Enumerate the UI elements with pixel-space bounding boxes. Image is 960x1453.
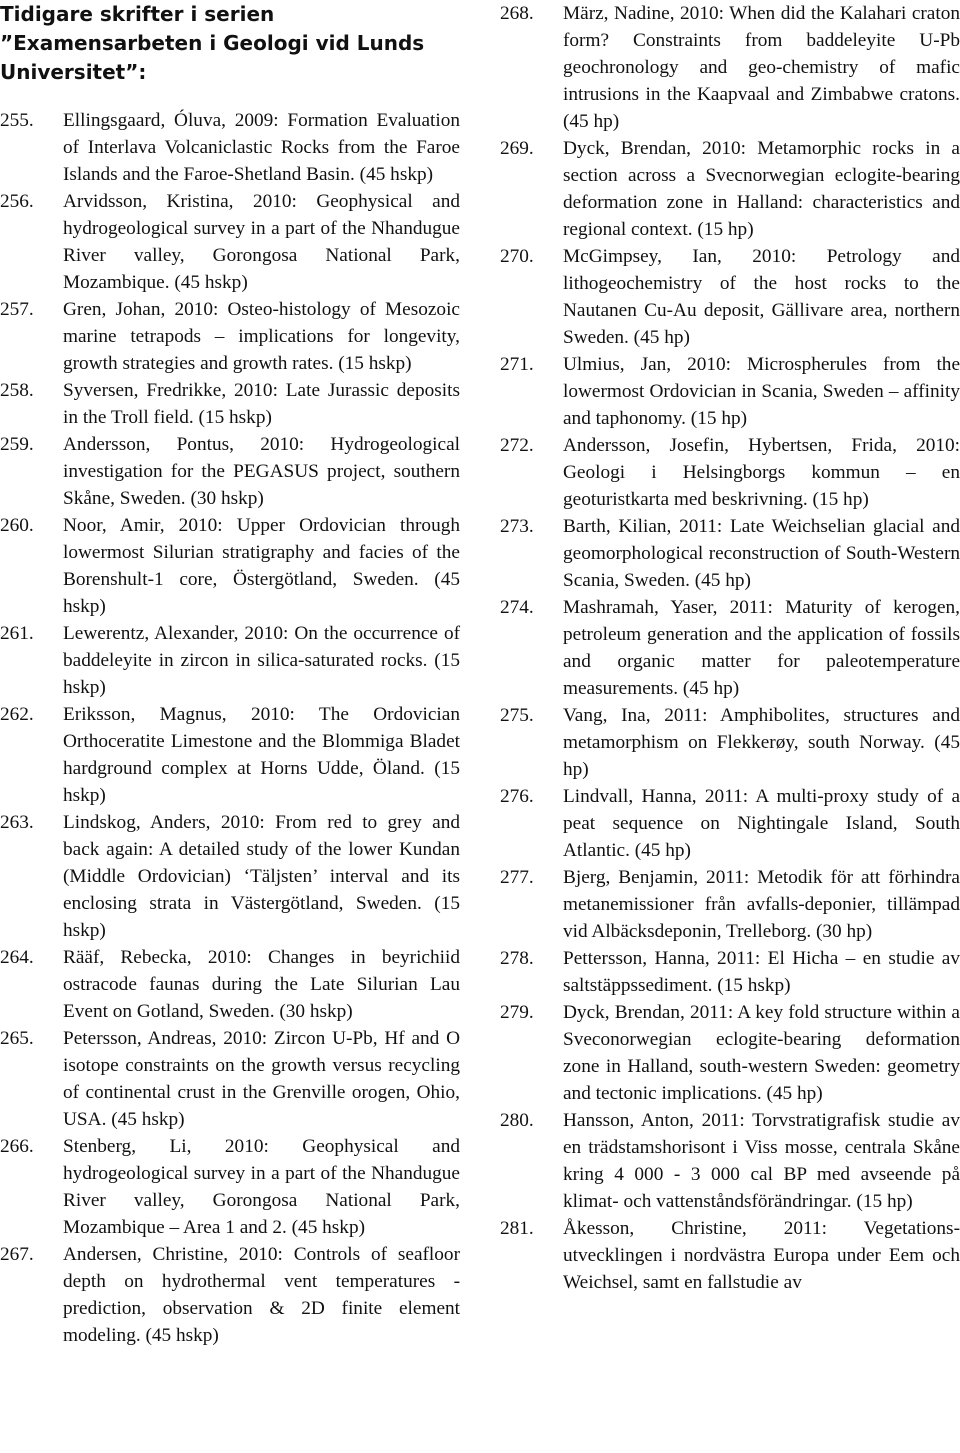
entry-number: 263. [0,812,34,833]
right-entry-list [500,0,960,1296]
list-item [500,864,960,945]
list-item [500,1215,960,1296]
list-item [0,1025,460,1133]
entry-text: Noor, Amir, 2010: Upper Ordovician through lowermost Silurian stratigraphy and facies of the Borenshult-1 core, Östergötland, Sweden. (45 hskp) [63,515,460,617]
entry-number: 270. [500,246,534,267]
entry-number: 264. [0,947,34,968]
entry-text: Lewerentz, Alexander, 2010: On the occurrence of baddeleyite in zircon in silica-saturated rocks. (15 hskp) [63,623,460,698]
entry-text: Petersson, Andreas, 2010: Zircon U-Pb, Hf and O isotope constraints on the growth versus recycling of continental crust in the Grenville orogen, Ohio, USA. (45 hskp) [63,1028,460,1130]
entry-text: Stenberg, Li, 2010: Geophysical and hydrogeological survey in a part of the Nhandugue River valley, Gorongosa National Park, Mozambique – Area 1 and 2. (45 hskp) [63,1136,460,1238]
entry-number: 275. [500,705,534,726]
left-entry-list [0,107,460,1349]
entry-text: Ulmius, Jan, 2010: Microspherules from the lowermost Ordovician in Scania, Sweden – affinity and taphonomy. (15 hp) [563,354,960,429]
list-item [0,809,460,944]
entry-text: Syversen, Fredrikke, 2010: Late Jurassic deposits in the Troll field. (15 hskp) [63,380,460,428]
entry-text: Andersson, Josefin, Hybertsen, Frida, 2010: Geologi i Helsingborgs kommun – en geoturistkarta med beskrivning. (15 hp) [563,435,960,510]
entry-number: 271. [500,354,534,375]
list-item [500,945,960,999]
entry-text: Mashramah, Yaser, 2011: Maturity of kerogen, petroleum generation and the application of fossils and organic matter for paleotemperature measurements. (45 hp) [563,597,960,699]
entry-number: 278. [500,948,534,969]
entry-number: 262. [0,704,34,725]
list-item [500,594,960,702]
list-item [0,1241,460,1349]
entry-text: McGimpsey, Ian, 2010: Petrology and lithogeochemistry of the host rocks to the Nautanen Cu-Au deposit, Gällivare area, northern Sweden. (45 hp) [563,246,960,348]
entry-number: 277. [500,867,534,888]
entry-number: 272. [500,435,534,456]
entry-text: Barth, Kilian, 2011: Late Weichselian glacial and geomorphological reconstruction of South-Western Scania, Sweden. (45 hp) [563,516,960,591]
list-item [500,432,960,513]
right-column [500,0,960,1296]
entry-text: Ellingsgaard, Óluva, 2009: Formation Evaluation of Interlava Volcaniclastic Rocks from the Faroe Islands and the Faroe-Shetland Basin. (45 hskp) [63,110,460,185]
entry-text: Hansson, Anton, 2011: Torvstratigrafisk studie av en trädstamshorisont i Viss mosse, centrala Skåne kring 4 000 - 3 000 cal BP med avseende på klimat- och vattenståndsförändringar. (15 hp) [563,1110,960,1212]
entry-number: 256. [0,191,34,212]
list-item [500,999,960,1107]
entry-number: 261. [0,623,34,644]
entry-number: 258. [0,380,34,401]
entry-number: 259. [0,434,34,455]
entry-number: 257. [0,299,34,320]
list-item [0,512,460,620]
entry-number: 267. [0,1244,34,1265]
list-item [500,351,960,432]
list-item [500,513,960,594]
entry-text: Lindskog, Anders, 2010: From red to grey and back again: A detailed study of the lower Kundan (Middle Ordovician) ‘Täljsten’ interval and its enclosing strata in Västergötland, Sweden. (15 hskp) [63,812,460,941]
entry-text: Eriksson, Magnus, 2010: The Ordovician Orthoceratite Limestone and the Blommiga Bladet hardground complex at Horns Udde, Öland. (15 hskp) [63,704,460,806]
list-item [0,701,460,809]
entry-number: 255. [0,110,34,131]
series-heading: Tidigare skrifter i serien ”Examensarbeten i Geologi vid Lunds Universitet”: [0,2,425,84]
entry-number: 265. [0,1028,34,1049]
entry-text: Åkesson, Christine, 2011: Vegetations-utvecklingen i nordvästra Europa under Eem och Weichsel, samt en fallstudie av [563,1218,960,1293]
list-item [500,243,960,351]
entry-number: 260. [0,515,34,536]
list-item [500,783,960,864]
entry-text: Arvidsson, Kristina, 2010: Geophysical and hydrogeological survey in a part of the Nhandugue River valley, Gorongosa National Park, Mozambique. (45 hskp) [63,191,460,293]
left-column [0,0,460,1349]
list-item [500,1107,960,1215]
entry-number: 274. [500,597,534,618]
entry-text: März, Nadine, 2010: When did the Kalahari craton form? Constraints from baddeleyite U-Pb geochronology and geo-chemistry of mafic intrusions in the Kaapvaal and Zimbabwe cratons. (45 hp) [563,3,960,132]
entry-text: Lindvall, Hanna, 2011: A multi-proxy study of a peat sequence on Nightingale Island, South Atlantic. (45 hp) [563,786,960,861]
entry-number: 268. [500,3,534,24]
entry-text: Dyck, Brendan, 2011: A key fold structure within a Sveconorwegian eclogite-bearing deformation zone in Halland, south-western Sweden: geometry and tectonic implications. (45 hp) [563,1002,960,1104]
entry-text: Andersen, Christine, 2010: Controls of seafloor depth on hydrothermal vent temperatures - prediction, observation & 2D finite element modeling. (45 hskp) [63,1244,460,1346]
list-item [500,135,960,243]
entry-text: Gren, Johan, 2010: Osteo-histology of Mesozoic marine tetrapods – implications for longevity, growth strategies and growth rates. (15 hskp) [63,299,460,374]
list-item [0,107,460,188]
entry-number: 266. [0,1136,34,1157]
list-item [0,944,460,1025]
list-item [0,377,460,431]
entry-text: Rääf, Rebecka, 2010: Changes in beyrichiid ostracode faunas during the Late Silurian Lau Event on Gotland, Sweden. (30 hskp) [63,947,460,1022]
entry-number: 273. [500,516,534,537]
entry-number: 280. [500,1110,534,1131]
entry-text: Vang, Ina, 2011: Amphibolites, structures and metamorphism on Flekkerøy, south Norway. (45 hp) [563,705,960,780]
list-item [500,702,960,783]
entry-number: 276. [500,786,534,807]
list-item [0,431,460,512]
list-item [500,0,960,135]
list-item [0,296,460,377]
entry-number: 281. [500,1218,534,1239]
list-item [0,188,460,296]
entry-number: 279. [500,1002,534,1023]
entry-text: Dyck, Brendan, 2010: Metamorphic rocks in a section across a Svecnorwegian eclogite-bearing deformation zone in Halland: characteristics and regional context. (15 hp) [563,138,960,240]
entry-number: 269. [500,138,534,159]
list-item [0,1133,460,1241]
list-item [0,620,460,701]
entry-text: Bjerg, Benjamin, 2011: Metodik för att förhindra metanemissioner från avfalls-deponier, tillämpad vid Albäcksdeponin, Trelleborg. (30 hp) [563,867,960,942]
entry-text: Andersson, Pontus, 2010: Hydrogeological investigation for the PEGASUS project, southern Skåne, Sweden. (30 hskp) [63,434,460,509]
entry-text: Pettersson, Hanna, 2011: El Hicha – en studie av saltstäppssediment. (15 hskp) [563,948,960,996]
